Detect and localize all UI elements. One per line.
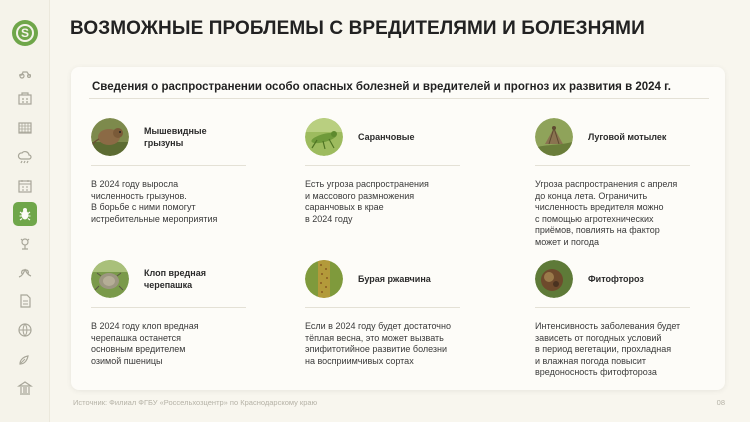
bug-icon (17, 206, 33, 222)
logo-glyph: S (16, 24, 34, 42)
sidebar-active-highlight (13, 202, 37, 226)
sidebar-item-weather[interactable] (0, 144, 50, 170)
pest-name: Фитофтороз (588, 274, 644, 284)
item-divider (91, 307, 246, 308)
plant-disease-icon (17, 235, 33, 251)
pest-item-meadow-moth (535, 116, 693, 248)
sidebar-item-tractor[interactable] (0, 59, 50, 85)
pest-name: Луговой мотылек (588, 132, 667, 142)
item-divider (305, 165, 460, 166)
pest-description: Угроза распространения с апреля до конца лета. Ограничить численность вредителя можно с помощью агротехнических приёмов, повлиять на фактор может и погода (535, 179, 678, 247)
globe-icon (17, 322, 33, 338)
page-number: 08 (716, 398, 725, 407)
pest-item-shield-bug (91, 258, 249, 367)
field-icon (17, 120, 33, 136)
footer-source: Источник: Филиал ФГБУ «Россельхозцентр» по Краснодарскому краю (73, 398, 318, 407)
phytophthora-image (535, 260, 573, 298)
moth-image (535, 118, 573, 156)
item-divider (535, 307, 690, 308)
sprout-icon (17, 264, 33, 280)
item-divider (91, 165, 246, 166)
brown-rust-image (305, 260, 343, 298)
produce-icon (17, 351, 33, 367)
pest-name: Саранчовые (358, 132, 415, 142)
pest-item-rodents (91, 116, 249, 225)
pest-item-locusts (305, 116, 463, 225)
pest-description: В 2024 году клоп вредная черепашка останется основным вредителем озимой пшеницы (91, 321, 199, 366)
sidebar-item-sprout[interactable] (0, 259, 50, 285)
tractor-icon (17, 64, 33, 80)
institution-icon (17, 380, 33, 396)
sidebar-item-produce[interactable] (0, 346, 50, 372)
page-title: ВОЗМОЖНЫЕ ПРОБЛЕМЫ С ВРЕДИТЕЛЯМИ И БОЛЕЗНЯМИ (70, 18, 645, 39)
sidebar-item-field[interactable] (0, 115, 50, 141)
sidebar-item-institution[interactable] (0, 375, 50, 401)
pest-item-brown-rust (305, 258, 463, 367)
weather-icon (17, 149, 33, 165)
sidebar (0, 0, 50, 422)
sidebar-item-calendar[interactable] (0, 173, 50, 199)
card-divider (89, 98, 709, 99)
sidebar-item-plant-disease[interactable] (0, 230, 50, 256)
item-divider (305, 307, 460, 308)
pest-description: В 2024 году выросла численность грызунов. В борьбе с ними помогут истребительные мероприятия (91, 179, 218, 224)
pest-description: Интенсивность заболевания будет зависеть от погодных условий в период вегетации, прохладная и влажная погода повысит вредоносность фитофтороза (535, 321, 681, 377)
pest-description: Если в 2024 году будет достаточно тёплая весна, это может вызвать эпифитотийное развитие болезни на восприимчивых сортах (305, 321, 451, 366)
card-heading: Сведения о распространении особо опасных болезней и вредителей и прогноз их развития в 2024 г. (92, 81, 671, 93)
pest-item-phytophthora (535, 258, 693, 379)
building-icon (17, 91, 33, 107)
calendar-icon (17, 178, 33, 194)
rodents-image (91, 118, 129, 156)
pest-name: Клоп вредная черепашка (144, 268, 206, 290)
pest-name: Мышевидные грызуны (144, 126, 207, 148)
logo[interactable] (12, 20, 38, 46)
item-divider (535, 165, 690, 166)
sidebar-item-globe[interactable] (0, 317, 50, 343)
locust-image (305, 118, 343, 156)
pest-description: Есть угроза распространения и массового размножения саранчовых в крае в 2024 году (305, 179, 429, 224)
sidebar-item-building[interactable] (0, 86, 50, 112)
pests-card (71, 67, 725, 390)
pest-name: Бурая ржавчина (358, 274, 431, 284)
shield-bug-image (91, 260, 129, 298)
sidebar-item-pests[interactable] (0, 201, 50, 227)
document-icon (17, 293, 33, 309)
sidebar-item-document[interactable] (0, 288, 50, 314)
